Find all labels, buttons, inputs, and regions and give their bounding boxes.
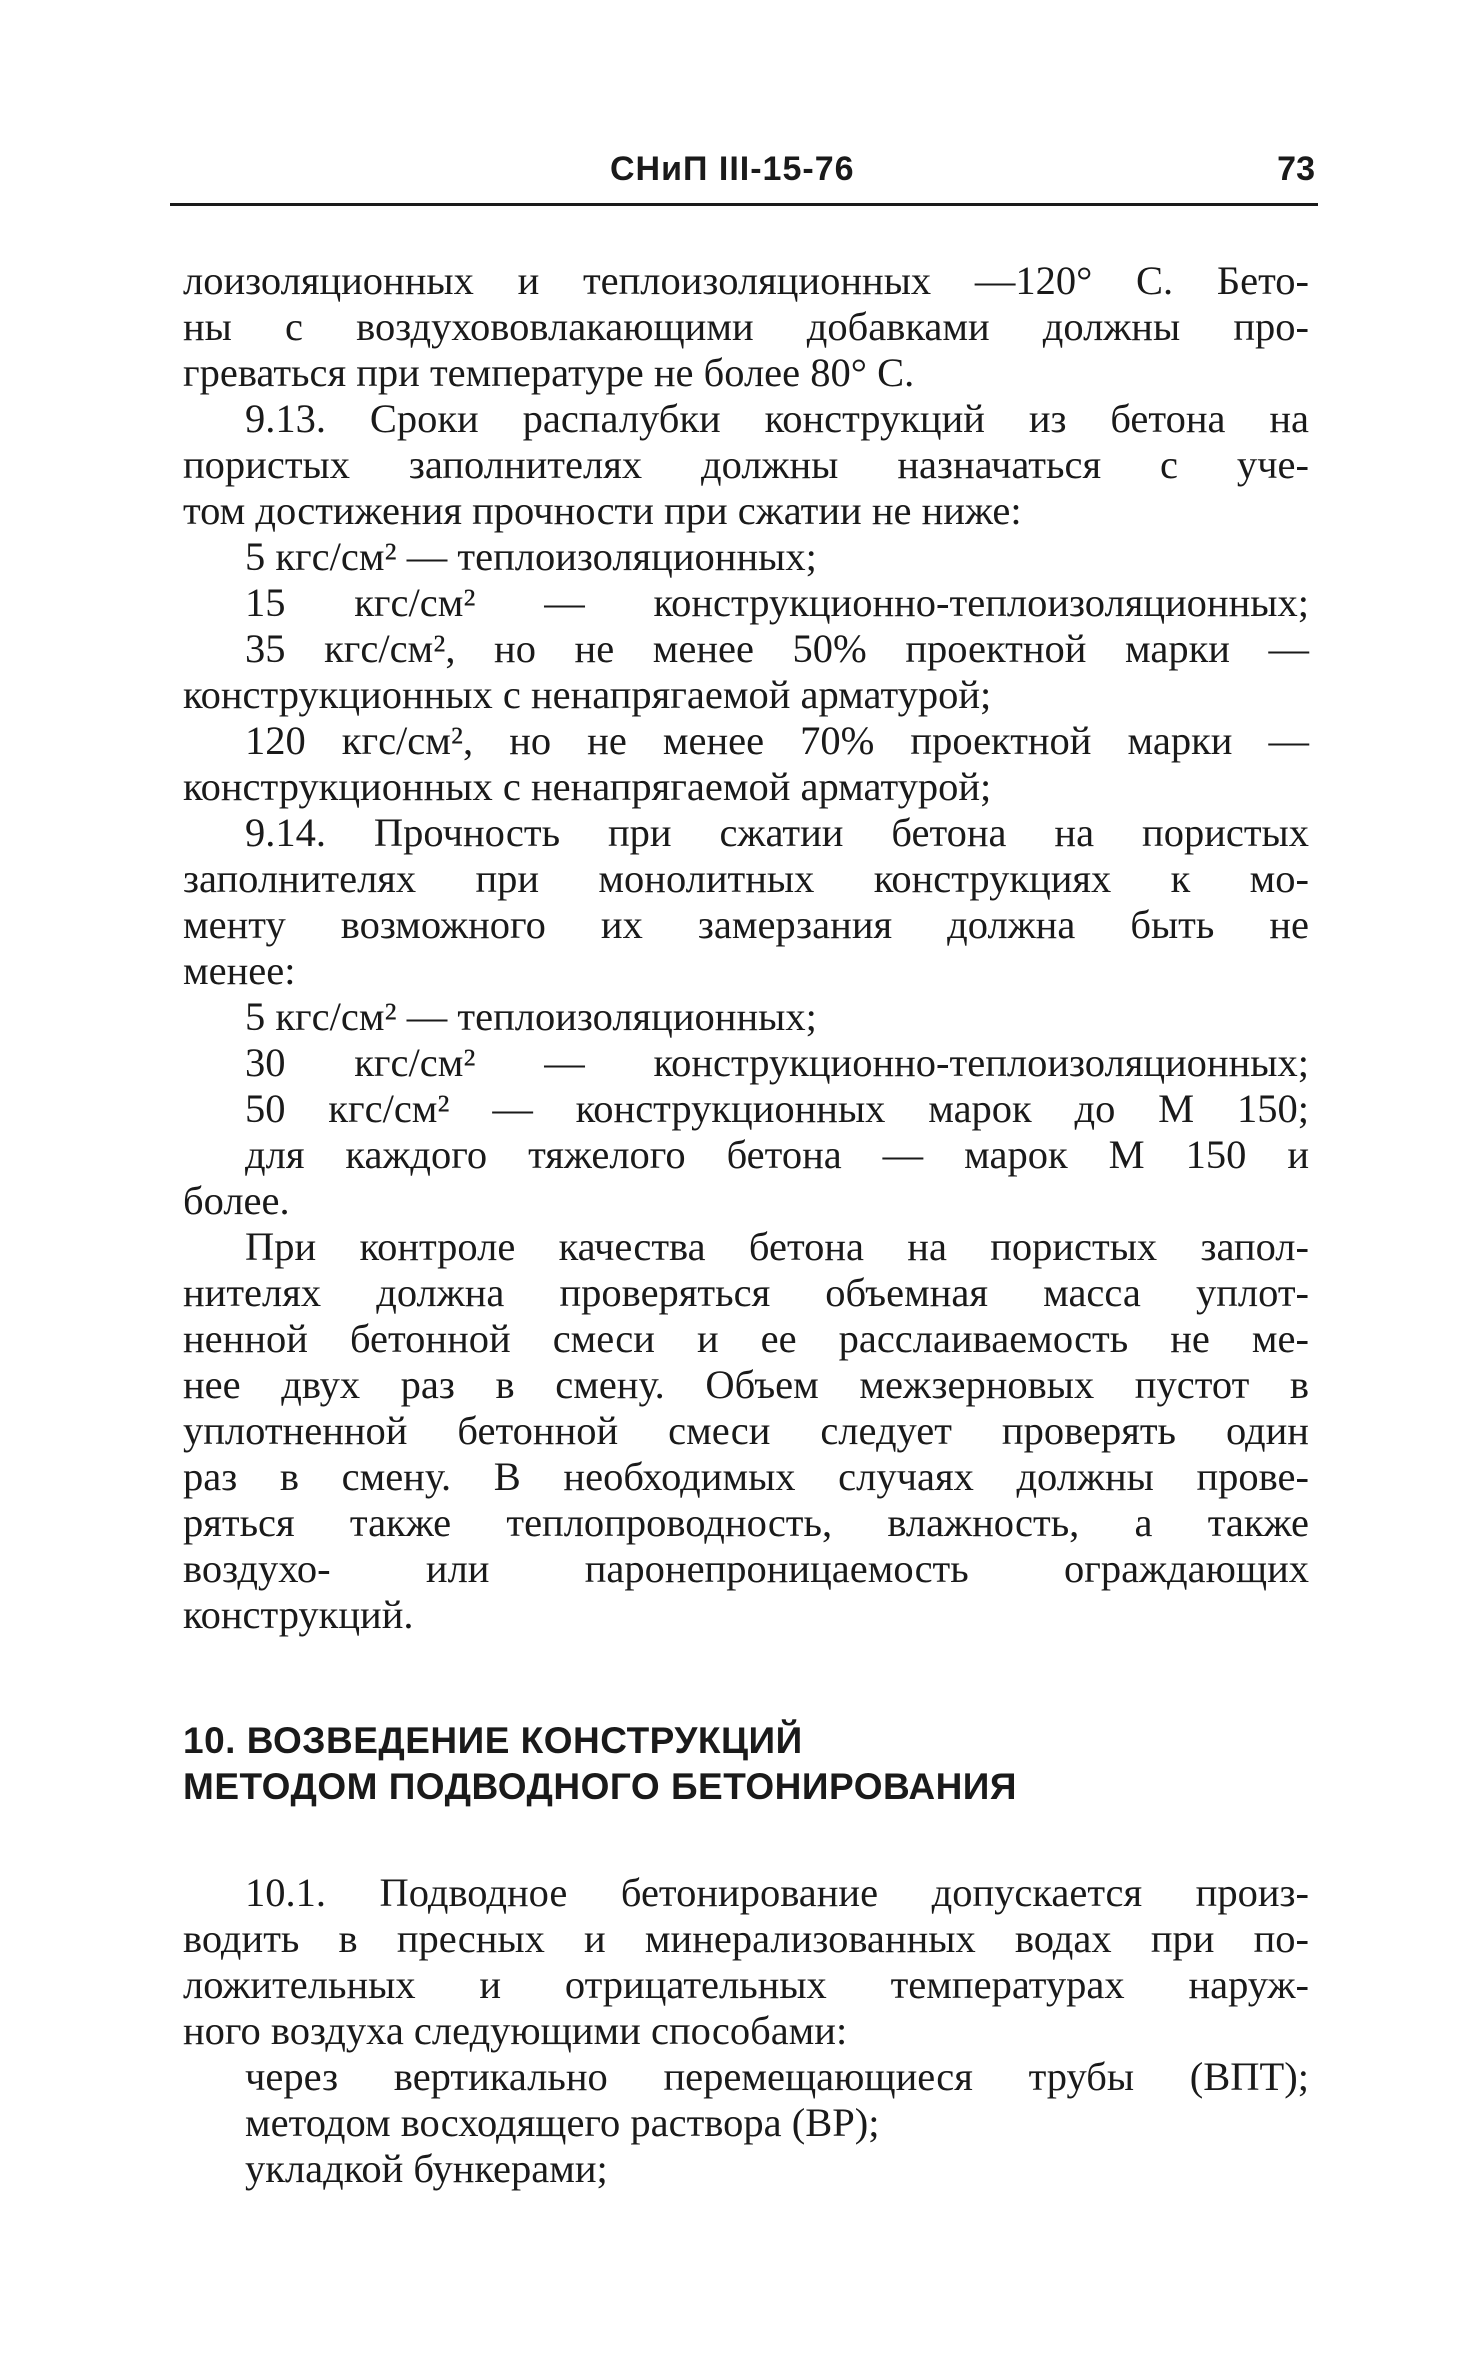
list-item: 5 кгс/см² — теплоизоляционных; — [245, 994, 817, 1039]
text-line: конструкционных с ненапрягаемой арматурой; — [183, 764, 992, 809]
text-line: лоизоляционных и теплоизоляционных —120° С. Бето- — [183, 258, 1309, 303]
list-item: через вертикально перемещающиеся трубы (ВПТ); — [245, 2054, 1309, 2099]
text-line: более. — [183, 1178, 290, 1223]
list-item: 5 кгс/см² — теплоизоляционных; — [245, 534, 817, 579]
list-item: 15 кгс/см² — конструкционно-теплоизоляционных; — [245, 580, 1309, 625]
text-line: нителях должна проверяться объемная масса уплот- — [183, 1270, 1309, 1315]
text-line: ны с воздухововлакающими добавками должны про- — [183, 304, 1309, 349]
text-line: менее: — [183, 948, 296, 993]
list-item: 30 кгс/см² — конструкционно-теплоизоляционных; — [245, 1040, 1309, 1085]
list-item: для каждого тяжелого бетона — марок М 150 и — [245, 1132, 1309, 1177]
text-line: воздухо- или паронепроницаемость ограждающих — [183, 1546, 1309, 1591]
text-line: конструкций. — [183, 1592, 414, 1637]
page-number: 73 — [1277, 150, 1315, 188]
document-code: СНиП III-15-76 — [610, 150, 855, 188]
section-title-line-1: 10. ВОЗВЕДЕНИЕ КОНСТРУКЦИЙ — [183, 1720, 803, 1761]
list-item: 120 кгс/см², но не менее 70% проектной марки — — [245, 718, 1309, 763]
text-line: раз в смену. В необходимых случаях должны прове- — [183, 1454, 1309, 1499]
text-line: уплотненной бетонной смеси следует проверять один — [183, 1408, 1309, 1453]
list-item: 50 кгс/см² — конструкционных марок до М 150; — [245, 1086, 1309, 1131]
text-line: том достижения прочности при сжатии не ниже: — [183, 488, 1022, 533]
text-line: ного воздуха следующими способами: — [183, 2008, 848, 2053]
text-line: нее двух раз в смену. Объем межзерновых пустот в — [183, 1362, 1309, 1407]
clause-10-1-line: 10.1. Подводное бетонирование допускается произ- — [245, 1870, 1309, 1915]
page-header — [175, 150, 1315, 200]
text-line: заполнителях при монолитных конструкциях к мо- — [183, 856, 1309, 901]
section-title-line-2: МЕТОДОМ ПОДВОДНОГО БЕТОНИРОВАНИЯ — [183, 1766, 1017, 1807]
clause-9-13-line: 9.13. Сроки распалубки конструкций из бетона на — [245, 396, 1309, 441]
clause-9-14-line: 9.14. Прочность при сжатии бетона на пористых — [245, 810, 1309, 855]
text-line: водить в пресных и минерализованных водах при по- — [183, 1916, 1309, 1961]
text-line: ненной бетонной смеси и ее расслаиваемость не ме- — [183, 1316, 1309, 1361]
list-item: методом восходящего раствора (ВР); — [245, 2100, 880, 2145]
text-line: менту возможного их замерзания должна быть не — [183, 902, 1309, 947]
text-line: греваться при температуре не более 80° С. — [183, 350, 915, 395]
text-line: ряться также теплопроводность, влажность, а также — [183, 1500, 1309, 1545]
text-line: ложительных и отрицательных температурах наруж- — [183, 1962, 1309, 2007]
list-item: укладкой бункерами; — [245, 2146, 608, 2191]
text-line: конструкционных с ненапрягаемой арматурой; — [183, 672, 992, 717]
text-line: пористых заполнителях должны назначаться с уче- — [183, 442, 1309, 487]
list-item: 35 кгс/см², но не менее 50% проектной марки — — [245, 626, 1309, 671]
header-rule — [170, 203, 1318, 206]
paragraph-line: При контроле качества бетона на пористых запол- — [245, 1224, 1309, 1269]
